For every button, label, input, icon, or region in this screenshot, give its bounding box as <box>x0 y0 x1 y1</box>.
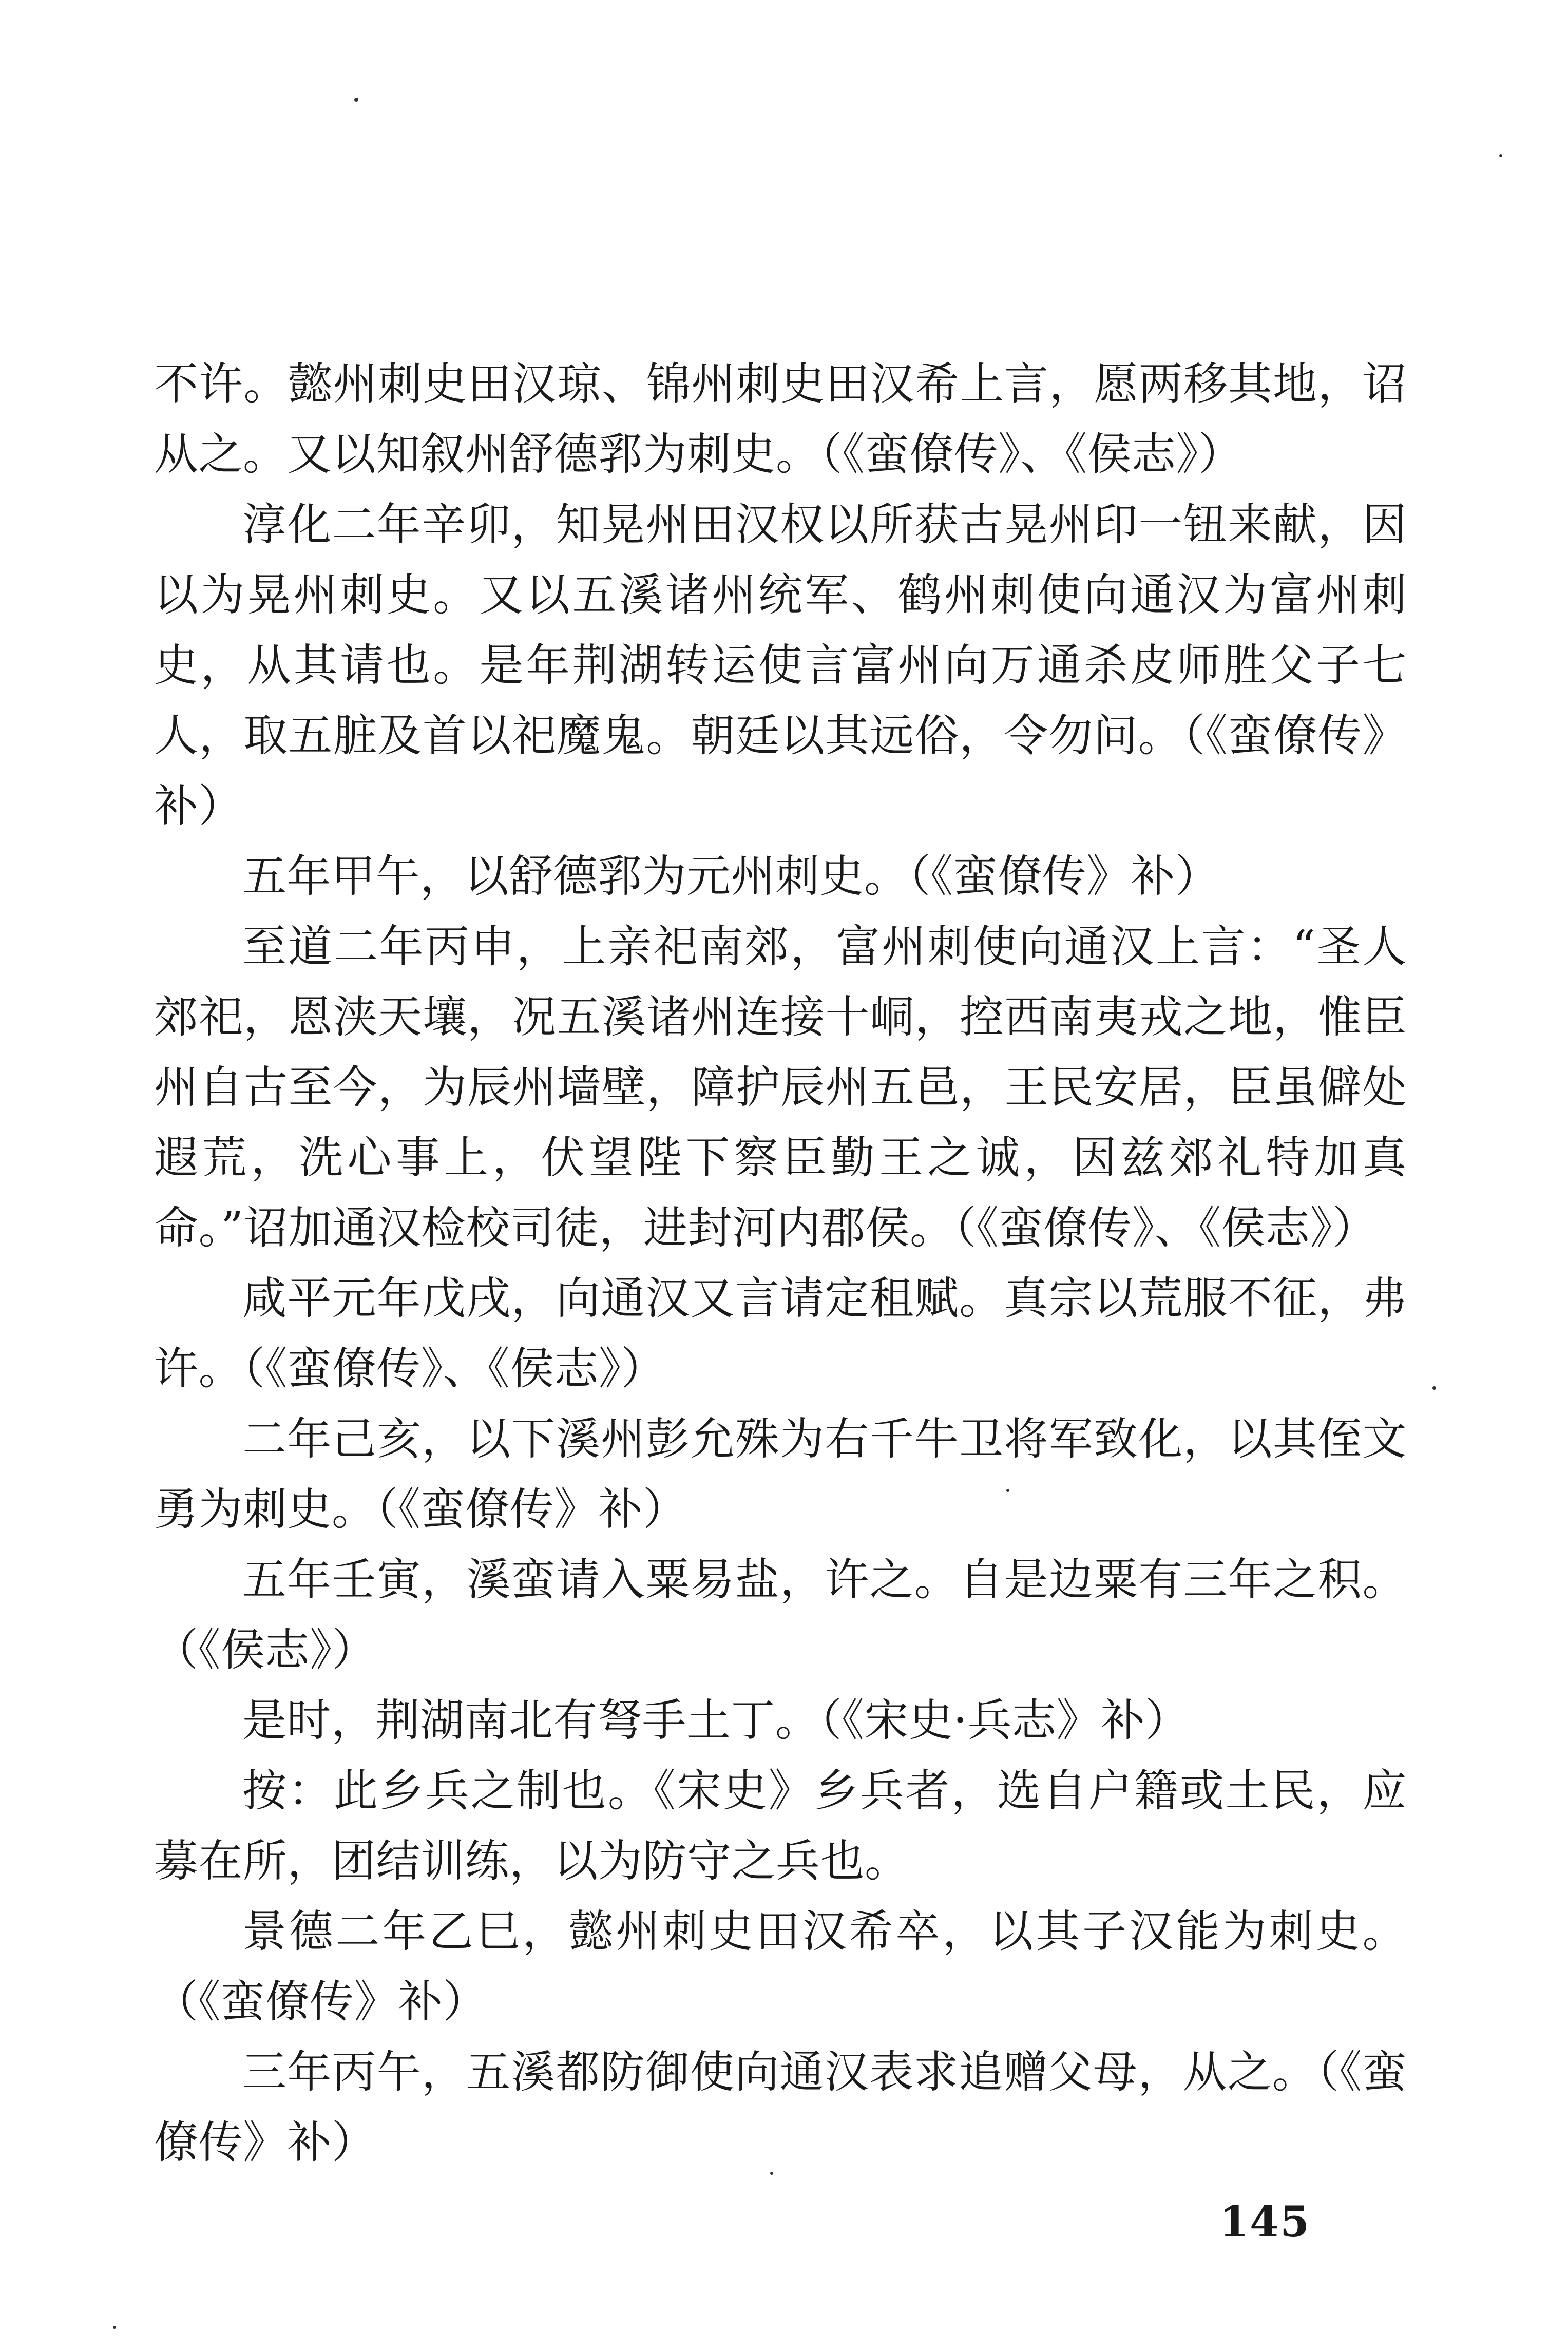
scan-speck <box>1432 1386 1436 1390</box>
paragraph-6: 二年己亥，以下溪州彭允殊为右千牛卫将军致化，以其侄文勇为刺史。（《蛮僚传》补） <box>154 1413 1407 1535</box>
paragraph-8: 是时，荆湖南北有弩手土丁。（《宋史·兵志》补） <box>242 1695 1190 1746</box>
paragraph-10: 景德二年乙巳，懿州刺史田汉希卒，以其子汉能为刺史。（《蛮僚传》补） <box>154 1906 1407 2028</box>
paragraph-7: 五年壬寅，溪蛮请入粟易盐，许之。自是边粟有三年之积。（《侯志》） <box>154 1554 1407 1676</box>
page-number: 145 <box>1219 2197 1311 2247</box>
scan-speck <box>770 2172 773 2175</box>
paragraph-3: 五年甲午，以舒德郛为元州刺史。（《蛮僚传》补） <box>242 851 1220 902</box>
paragraph-5: 咸平元年戊戌，向通汉又言请定租赋。真宗以荒服不征，弗许。（《蛮僚传》、《侯志》） <box>154 1273 1407 1394</box>
scan-speck <box>354 98 358 102</box>
paragraph-1: 不许。懿州刺史田汉琼、锦州刺史田汉希上言，愿两移其地，诏从之。又以知叙州舒德郛为刺史。（《蛮僚传》、《侯志》） <box>154 358 1407 480</box>
paragraph-9: 按：此乡兵之制也。《宋史》乡兵者，选自户籍或土民，应募在所，团结训练，以为防守之兵也。 <box>154 1765 1407 1887</box>
scan-speck <box>1006 1489 1009 1492</box>
scan-speck <box>113 2326 116 2329</box>
paragraph-2: 淳化二年辛卯，知晃州田汉权以所获古晃州印一钮来献，因以为晃州刺史。又以五溪诸州统军、鹤州刺使向通汉为富州刺史，从其请也。是年荆湖转运使言富州向万通杀皮师胜父子七人，取五脏及首以祀魔鬼。朝廷以其远俗，令勿问。（《蛮僚传》补） <box>154 499 1407 832</box>
text-body <box>154 349 1407 2178</box>
paragraph-11: 三年丙午，五溪都防御使向通汉表求追赠父母，从之。（《蛮僚传》补） <box>154 2047 1407 2168</box>
paragraph-4: 至道二年丙申，上亲祀南郊，富州刺使向通汉上言：“圣人郊祀，恩浃天壤，况五溪诸州连接十峒，控西南夷戎之地，惟臣州自古至今，为辰州墙壁，障护辰州五邑，王民安居，臣虽僻处遐荒，洗心事上，伏望陛下察臣勤王之诚，因兹郊礼特加真命。”诏加通汉检校司徒，进封河内郡侯。（《蛮僚传》、《侯志》） <box>154 921 1407 1254</box>
scan-speck <box>1499 154 1502 157</box>
